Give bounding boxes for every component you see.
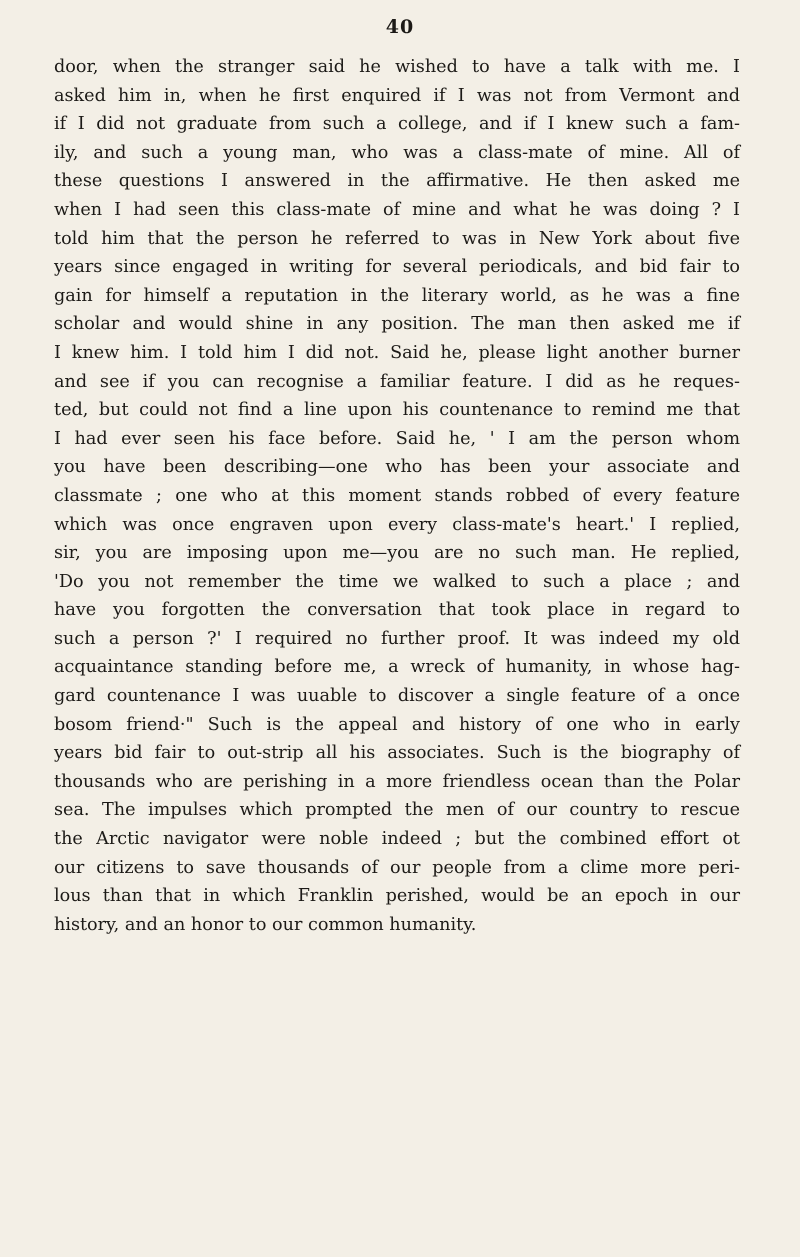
text-line: you have been describing—one who has been your associate and xyxy=(54,457,740,478)
text-line: asked him in, when he first enquired if I was not from Vermont and xyxy=(54,85,740,106)
text-line: gain for himself a reputation in the literary world, as he was a fine xyxy=(54,285,740,306)
text-line: when I had seen this class-mate of mine and what he was doing ? I xyxy=(54,199,740,220)
text-line: classmate ; one who at this moment stands robbed of every feature xyxy=(54,485,740,506)
text-line: these questions I answered in the affirmative. He then asked me xyxy=(54,171,740,192)
text-line: sir, you are imposing upon me—you are no such man. He replied, xyxy=(54,543,740,564)
text-line: the Arctic navigator were noble indeed ; but the combined effort ot xyxy=(54,829,740,850)
text-line: ted, but could not find a line upon his countenance to remind me that xyxy=(54,400,740,421)
text-line: our citizens to save thousands of our people from a clime more peri- xyxy=(54,857,740,878)
text-line: years bid fair to out-strip all his associates. Such is the biography of xyxy=(54,743,740,764)
text-line: lous than that in which Franklin perished, would be an epoch in our xyxy=(54,886,740,907)
text-line: door, when the stranger said he wished to have a talk with me. I xyxy=(54,57,740,77)
text-line: sea. The impulses which prompted the men of our country to rescue xyxy=(54,800,740,821)
text-line: scholar and would shine in any position. The man then asked me if xyxy=(54,314,740,335)
text-line: gard countenance I was uuable to discover a single feature of a once xyxy=(54,686,740,707)
text-line: acquaintance standing before me, a wreck of humanity, in whose hag- xyxy=(54,657,740,678)
text-line: bosom friend·" Such is the appeal and history of one who in early xyxy=(54,714,740,735)
text-line: thousands who are perishing in a more friendless ocean than the Polar xyxy=(54,771,740,792)
text-line: which was once engraven upon every class-mate's heart.' I replied, xyxy=(54,514,740,535)
text-line: 'Do you not remember the time we walked to such a place ; and xyxy=(54,571,740,592)
text-line: if I did not graduate from such a college, and if I knew such a fam- xyxy=(54,114,740,135)
page-number: 40 xyxy=(385,16,415,38)
text-line: have you forgotten the conversation that took place in regard to xyxy=(54,600,740,621)
text-line: I had ever seen his face before. Said he, ' I am the person whom xyxy=(54,428,740,449)
text-line: years since engaged in writing for several periodicals, and bid fair to xyxy=(54,257,740,278)
text-line: I knew him. I told him I did not. Said he, please light another burner xyxy=(54,342,740,363)
text-line: told him that the person he referred to was in New York about five xyxy=(54,228,740,249)
text-line: ily, and such a young man, who was a class-mate of mine. All of xyxy=(54,142,740,163)
text-line: such a person ?' I required no further proof. It was indeed my old xyxy=(54,628,740,649)
text-line: and see if you can recognise a familiar feature. I did as he reques- xyxy=(54,371,740,392)
text-line: history, and an honor to our common humanity. xyxy=(54,914,477,935)
body-text xyxy=(54,53,740,939)
